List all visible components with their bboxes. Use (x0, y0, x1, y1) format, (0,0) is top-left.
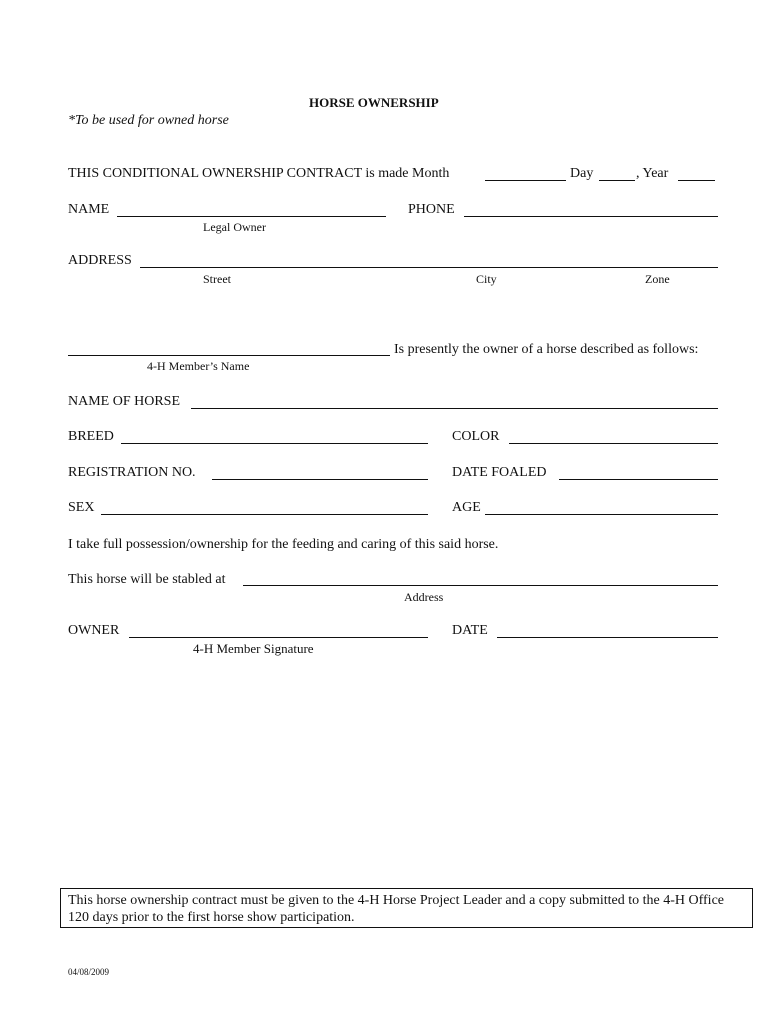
possession-statement: I take full possession/ownership for the feeding and caring of this said horse. (68, 537, 499, 552)
member-name-caption: 4-H Member’s Name (147, 359, 250, 373)
address-field[interactable] (140, 267, 718, 268)
stable-address-caption: Address (404, 590, 444, 604)
footer-date: 04/08/2009 (68, 967, 110, 977)
day-field[interactable] (599, 180, 635, 181)
horse-name-field[interactable] (191, 408, 718, 409)
date-label: DATE (452, 623, 488, 638)
year-label: , Year (636, 166, 669, 181)
form-title: HORSE OWNERSHIP (309, 95, 439, 110)
zone-caption: Zone (645, 272, 670, 286)
notice-box (60, 888, 753, 928)
legal-owner-caption: Legal Owner (203, 220, 266, 234)
signature-caption: 4-H Member Signature (193, 641, 314, 656)
name-label: NAME (68, 202, 110, 217)
street-caption: Street (203, 272, 231, 286)
form-subtitle: *To be used for owned horse (68, 113, 229, 128)
year-field[interactable] (678, 180, 715, 181)
sex-field[interactable] (101, 514, 428, 515)
ownership-statement: Is presently the owner of a horse described as follows: (394, 342, 699, 357)
member-name-field[interactable] (68, 355, 390, 356)
sex-label: SEX (68, 500, 95, 515)
notice-text: This horse ownership contract must be given to the 4-H Horse Project Leader and a copy submitted to the 4-H Office 120 days prior to the first horse show participation. (68, 893, 725, 925)
phone-field[interactable] (464, 216, 718, 217)
date-field[interactable] (497, 637, 718, 638)
address-label: ADDRESS (68, 253, 132, 268)
registration-field[interactable] (212, 479, 428, 480)
owner-signature-field[interactable] (129, 637, 428, 638)
age-field[interactable] (485, 514, 718, 515)
contract-intro: THIS CONDITIONAL OWNERSHIP CONTRACT is made Month (68, 166, 450, 181)
breed-label: BREED (68, 429, 114, 444)
date-foaled-label: DATE FOALED (452, 465, 547, 480)
name-field[interactable] (117, 216, 386, 217)
breed-field[interactable] (121, 443, 428, 444)
date-foaled-field[interactable] (559, 479, 718, 480)
registration-label: REGISTRATION NO. (68, 465, 196, 480)
age-label: AGE (452, 500, 481, 515)
owner-label: OWNER (68, 623, 120, 638)
day-label: Day (570, 166, 594, 181)
color-label: COLOR (452, 429, 500, 444)
city-caption: City (476, 272, 497, 286)
month-field[interactable] (485, 180, 566, 181)
stable-label: This horse will be stabled at (68, 572, 226, 587)
horse-name-label: NAME OF HORSE (68, 394, 181, 409)
color-field[interactable] (509, 443, 718, 444)
stable-address-field[interactable] (243, 585, 718, 586)
phone-label: PHONE (408, 202, 455, 217)
